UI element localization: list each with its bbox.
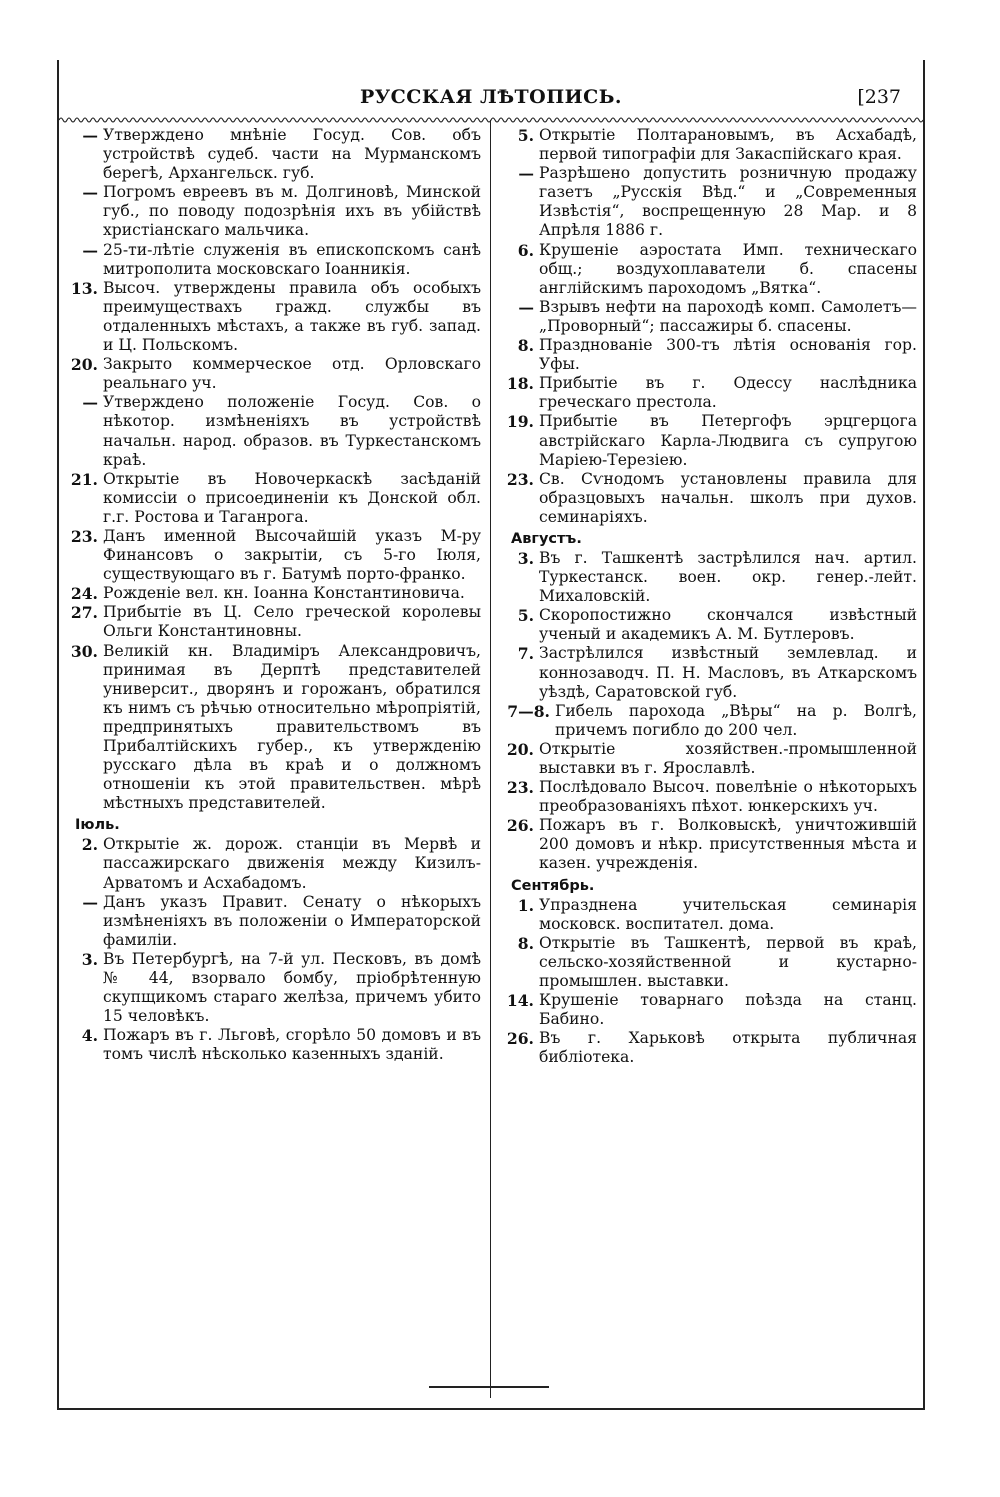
entry-text: Крушеніе аэростата Имп. техническаго общ.; воздухоплаватели б. спасены англійскимъ пароходомъ „Вятка“.: [539, 240, 917, 297]
entry: [497, 896, 917, 934]
entry: [61, 241, 481, 279]
entry-date: 2.: [81, 835, 98, 855]
entry-text: Великій кн. Владиміръ Александровичъ, принимая въ Дерптѣ представителей университ., дворянъ и горожанъ, обратился къ нимъ съ рѣчью относительно мѣропріятій, предпринятыхъ правительствомъ въ Прибалтійскихъ губер., къ утвержденію русскаго дѣла въ краѣ и о должномъ отношеніи къ этой правительствен. мѣрѣ мѣстныхъ представителей.: [103, 641, 481, 813]
entry-text: Разрѣшено допустить розничную продажу газетъ „Русскія Вѣд.“ и „Современныя Извѣстія“, воспрещенную 28 Мар. и 8 Апрѣля 1886 г.: [539, 164, 917, 240]
entry: [497, 336, 917, 374]
entry-text: Пожаръ въ г. Льговѣ, сгорѣло 50 домовъ и въ томъ числѣ нѣсколько казенныхъ зданій.: [103, 1026, 481, 1064]
entry-date: 27.: [70, 603, 98, 623]
entry-text: Закрыто коммерческое отд. Орловскаго реальнаго уч.: [103, 355, 481, 393]
entry-date: 23.: [506, 778, 534, 798]
entry-date: 8.: [517, 336, 534, 356]
entry-text: Утверждено положеніе Госуд. Сов. о нѣкотор. измѣненіяхъ въ устройствѣ начальн. народ. образов. въ Туркестанскомъ краѣ.: [103, 393, 481, 469]
entry: [497, 934, 917, 991]
entry: [497, 298, 917, 336]
entry: [497, 126, 917, 164]
header-title: РУССКАЯ ЛѢТОПИСЬ.: [359, 86, 623, 108]
entry-date: 18.: [506, 374, 534, 394]
entry-text: Пожаръ въ г. Волковыскѣ, уничтожившій 200 домовъ и нѣкр. присутственныя мѣста и казен. учрежденія.: [539, 816, 917, 873]
entry: [61, 126, 481, 183]
entry-text: Данъ именной Высочайшій указъ М-ру Финансовъ о закрытіи, съ 5-го Іюля, существующаго въ г. Батумѣ порто-франко.: [103, 526, 481, 584]
entry-date: —: [82, 892, 98, 912]
entry: [497, 470, 917, 527]
entry: [61, 893, 481, 950]
entry-text: Въ г. Ташкентѣ застрѣлился нач. артил. Туркестанск. воен. окр. генер.-лейт. Михаловскій.: [539, 548, 917, 606]
column-divider: [490, 120, 491, 1398]
entry-text: Погромъ евреевъ въ м. Долгиновѣ, Минской губ., по поводу подозрѣнія ихъ въ убійствѣ христіанскаго мальчика.: [103, 183, 481, 240]
august-entries: [497, 549, 917, 874]
entry-text: Прибытіе въ Ц. Село греческой королевы Ольги Константиновны.: [103, 603, 481, 641]
entry-date: 4.: [81, 1026, 98, 1046]
entry-date: —: [82, 240, 98, 260]
entry: [61, 950, 481, 1026]
entry-text: Скоропостижно скончался извѣстный ученый и академикъ А. М. Бутлеровъ.: [539, 606, 917, 644]
july-continued-entries: [497, 126, 917, 527]
entry-text: Открытіе Полтарановымъ, въ Асхабадѣ, первой типографіи для Закаспійскаго края.: [539, 126, 917, 164]
entry-date: 23.: [70, 526, 98, 546]
entry: [61, 527, 481, 584]
entry-date: 20.: [70, 355, 98, 375]
entry-text: Упразднена учительская семинарія московск. воспитател. дома.: [539, 895, 917, 933]
entry: [61, 835, 481, 892]
page-number: [237: [857, 86, 901, 108]
entry-date: 13.: [70, 278, 98, 298]
left-column: [61, 126, 481, 1065]
entry-date: 19.: [506, 412, 534, 432]
entry-date: 6.: [517, 240, 534, 260]
month-heading-september: Сентябрь.: [511, 877, 595, 894]
entry-text: Высоч. утверждены правила объ особыхъ преимуществахъ гражд. службы въ отдаленныхъ мѣстахъ, а также въ губ. запад. и Ц. Польскомъ.: [103, 278, 481, 355]
entry-text: 25-ти-лѣтіе служенія въ епископскомъ санѣ митрополита московскаго Іоанникія.: [103, 240, 481, 278]
entry: [497, 1029, 917, 1067]
entry: [497, 241, 917, 298]
entry-text: Застрѣлился извѣстный землевлад. и коннозаводч. П. Н. Масловъ, въ Аткарскомъ уѣздѣ, Саратовской губ.: [539, 644, 917, 701]
entry-text: Утверждено мнѣніе Госуд. Сов. объ устройствѣ судеб. части на Мурманскомъ берегѣ, Архангельск. губ.: [103, 126, 481, 183]
entry-date: —: [82, 393, 98, 413]
month-heading-july: Іюль.: [75, 817, 120, 834]
entry-date: 1.: [517, 895, 534, 915]
entry-text: Рожденіе вел. кн. Іоанна Константиновича.: [103, 584, 465, 603]
page-frame: [57, 60, 925, 1410]
entry: [61, 183, 481, 240]
entry-date: 20.: [506, 739, 534, 759]
entry-date: —: [82, 183, 98, 203]
entry: [61, 355, 481, 393]
entry: [61, 1026, 481, 1064]
running-header: [59, 86, 923, 114]
entry: [497, 606, 917, 644]
entry-date: 26.: [506, 1029, 534, 1049]
entry-date: —: [518, 297, 534, 317]
end-rule: [429, 1386, 549, 1388]
entry: [497, 412, 917, 469]
entry: [497, 374, 917, 412]
entry: [497, 991, 917, 1029]
entry: [61, 603, 481, 641]
entry-date: —: [82, 126, 98, 145]
entry-date: 8.: [517, 933, 534, 953]
entry-text: Открытіе въ Ташкентѣ, первой въ краѣ, сельско-хозяйственной и кустарно-промышлен. выставки.: [539, 933, 917, 990]
entry-date: 3.: [517, 548, 534, 568]
entry-date: 5.: [517, 126, 534, 145]
september-entries: [497, 896, 917, 1068]
entry-date: 21.: [70, 469, 98, 489]
june-entries: [61, 126, 481, 813]
entry-text: Въ г. Харьковѣ открыта публичная библіотека.: [539, 1029, 917, 1067]
entry: [497, 164, 917, 240]
entry: [61, 584, 481, 603]
entry: [61, 470, 481, 527]
entry: [61, 393, 481, 469]
entry: [497, 778, 917, 816]
entry-date: 24.: [70, 584, 98, 604]
right-column: [497, 126, 917, 1067]
entry-text: Взрывъ нефти на пароходѣ комп. Самолетъ—„Проворный“; пассажиры б. спасены.: [539, 297, 917, 335]
entry: [497, 816, 917, 873]
entry-date: —: [518, 164, 534, 184]
entry-text: Св. Сѵнодомъ установлены правила для образцовыхъ начальн. школъ при духов. семинаріяхъ.: [539, 469, 917, 526]
entry: [497, 740, 917, 778]
entry: [497, 644, 917, 701]
july-entries: [61, 835, 481, 1064]
wavy-rule: [59, 116, 923, 124]
entry-text: Празднованіе 300-тъ лѣтія основанія гор. Уфы.: [539, 336, 917, 374]
entry-text: Данъ указъ Правит. Сенату о нѣкорыхъ измѣненіяхъ въ положеніи о Императорской фамиліи.: [103, 892, 481, 949]
entry-date: 5.: [517, 606, 534, 626]
entry-date: 23.: [506, 469, 534, 489]
entry-text: Открытіе хозяйствен.-промышленной выставки въ г. Ярославлѣ.: [539, 739, 917, 777]
entry-text: Крушеніе товарнаго поѣзда на станц. Бабино.: [539, 991, 917, 1029]
entry-date: 30.: [70, 641, 98, 661]
entry-text: Послѣдовало Высоч. повелѣніе о нѣкоторыхъ преобразованіяхъ пѣхот. юнкерскихъ уч.: [539, 778, 917, 816]
entry-text: Гибель парохода „Вѣры“ на р. Волгѣ, причемъ погибло до 200 чел.: [555, 701, 917, 739]
entry-date: 7—8.: [507, 701, 550, 721]
entry-date: 14.: [506, 991, 534, 1011]
entry-text: Открытіе ж. дорож. станціи въ Мервѣ и пассажирскаго движенія между Кизилъ-Арватомъ и Асхабадомъ.: [103, 835, 481, 892]
entry-text: Прибытіе въ г. Одессу наслѣдника греческаго престола.: [539, 374, 917, 412]
entry-date: 26.: [506, 816, 534, 836]
entry-text: Прибытіе въ Петергофъ эрцгерцога австрійскаго Карла-Людвига съ супругою Маріею-Терезіею.: [539, 412, 917, 469]
entry: [497, 702, 917, 740]
entry-text: Въ Петербургѣ, на 7-й ул. Песковъ, въ домѣ № 44, взорвало бомбу, пріобрѣтенную скупщикомъ стараго желѣза, причемъ убито 15 человѣкъ.: [103, 949, 481, 1026]
entry: [61, 279, 481, 355]
entry-text: Открытіе въ Новочеркаскѣ засѣданій комиссіи о присоединеніи къ Донской обл. г.г. Ростова и Таганрога.: [103, 469, 481, 526]
entry: [497, 549, 917, 606]
entry: [61, 642, 481, 814]
month-heading-august: Августъ.: [511, 530, 582, 547]
entry-date: 3.: [81, 949, 98, 969]
entry-date: 7.: [517, 644, 534, 664]
